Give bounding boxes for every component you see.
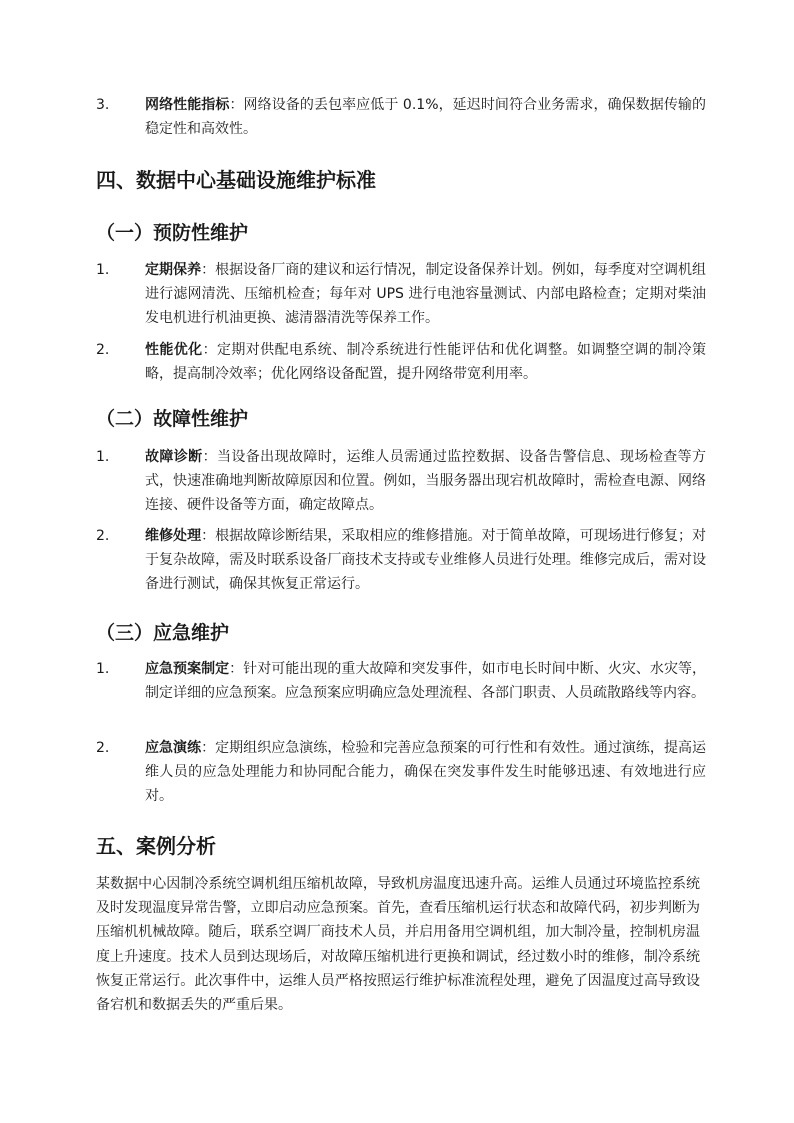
list-number: 1. bbox=[96, 449, 110, 465]
item-lead: 网络性能指标 bbox=[145, 97, 230, 113]
list-number: 2. bbox=[96, 528, 110, 544]
item-lead: 应急预案制定 bbox=[145, 661, 230, 677]
item-lead: 性能优化 bbox=[145, 342, 203, 358]
item-text: ：定期组织应急演练，检验和完善应急预案的可行性和有效性。通过演练，提高运维人员的应急处理能力和协同配合能力，确保在突发事件发生时能够迅速、有效地进行应对。 bbox=[145, 740, 707, 804]
list-number: 2. bbox=[96, 740, 110, 756]
item-text: ：根据设备厂商的建议和运行情况，制定设备保养计划。例如，每季度对空调机组进行滤网清洗、压缩机检查；每年对 UPS 进行电池容量测试、内部电路检查；定期对柴油发电机进行机油更换、滤清器清洗等保养工作。 bbox=[145, 262, 707, 326]
subsection-heading-emergency: （三）应急维护 bbox=[96, 622, 230, 644]
list-item-emergency-drill bbox=[96, 736, 706, 808]
list-item-repair bbox=[96, 524, 706, 596]
list-item-performance-optimization bbox=[96, 338, 706, 386]
subsection-heading-preventive: （一）预防性维护 bbox=[96, 222, 249, 244]
item-lead: 定期保养 bbox=[145, 262, 202, 278]
list-item-fault-diagnosis bbox=[96, 445, 706, 517]
item-text: ：网络设备的丢包率应低于 0.1%，延迟时间符合业务需求，确保数据传输的稳定性和高效性。 bbox=[145, 97, 706, 137]
item-text: ：根据故障诊断结果，采取相应的维修措施。对于简单故障，可现场进行修复；对于复杂故障，需及时联系设备厂商技术支持或专业维修人员进行处理。维修完成后，需对设备进行测试，确保其恢复正常运行。 bbox=[145, 528, 707, 592]
item-lead: 维修处理 bbox=[145, 528, 202, 544]
subsection-heading-corrective: （二）故障性维护 bbox=[96, 408, 249, 430]
list-item-network-performance bbox=[96, 93, 706, 141]
section-heading-5: 五、案例分析 bbox=[96, 834, 216, 858]
list-item-regular-maintenance bbox=[96, 258, 706, 330]
item-lead: 故障诊断 bbox=[145, 449, 203, 465]
item-lead: 应急演练 bbox=[145, 740, 202, 756]
list-number: 1. bbox=[96, 661, 110, 677]
case-paragraph: 某数据中心因制冷系统空调机组压缩机故障，导致机房温度迅速升高。运维人员通过环境监控系统及时发现温度异常告警，立即启动应急预案。首先，查看压缩机运行状态和故障代码，初步判断为压缩机机械故障。随后，联系空调厂商技术人员，并启用备用空调机组，加大制冷量，控制机房温度上升速度。技术人员到达现场后，对故障压缩机进行更换和调试，经过数小时的维修，制冷系统恢复正常运行。此次事件中，运维人员严格按照运行维护标准流程处理，避免了因温度过高导致设备宕机和数据丢失的严重后果。 bbox=[96, 876, 700, 1014]
section-heading-4: 四、数据中心基础设施维护标准 bbox=[96, 168, 376, 192]
list-number: 1. bbox=[96, 262, 110, 278]
list-number: 2. bbox=[96, 342, 110, 358]
item-text: ：定期对供配电系统、制冷系统进行性能评估和优化调整。如调整空调的制冷策略，提高制冷效率；优化网络设备配置，提升网络带宽利用率。 bbox=[145, 342, 707, 382]
item-text: ：当设备出现故障时，运维人员需通过监控数据、设备告警信息、现场检查等方式，快速准确地判断故障原因和位置。例如，当服务器出现宕机故障时，需检查电源、网络连接、硬件设备等方面，确定故障点。 bbox=[145, 449, 707, 513]
list-item-emergency-plan bbox=[96, 657, 706, 705]
item-text: ：针对可能出现的重大故障和突发事件，如市电长时间中断、火灾、水灾等，制定详细的应急预案。应急预案应明确应急处理流程、各部门职责、人员疏散路线等内容。 bbox=[145, 661, 707, 701]
list-number: 3. bbox=[96, 97, 110, 113]
